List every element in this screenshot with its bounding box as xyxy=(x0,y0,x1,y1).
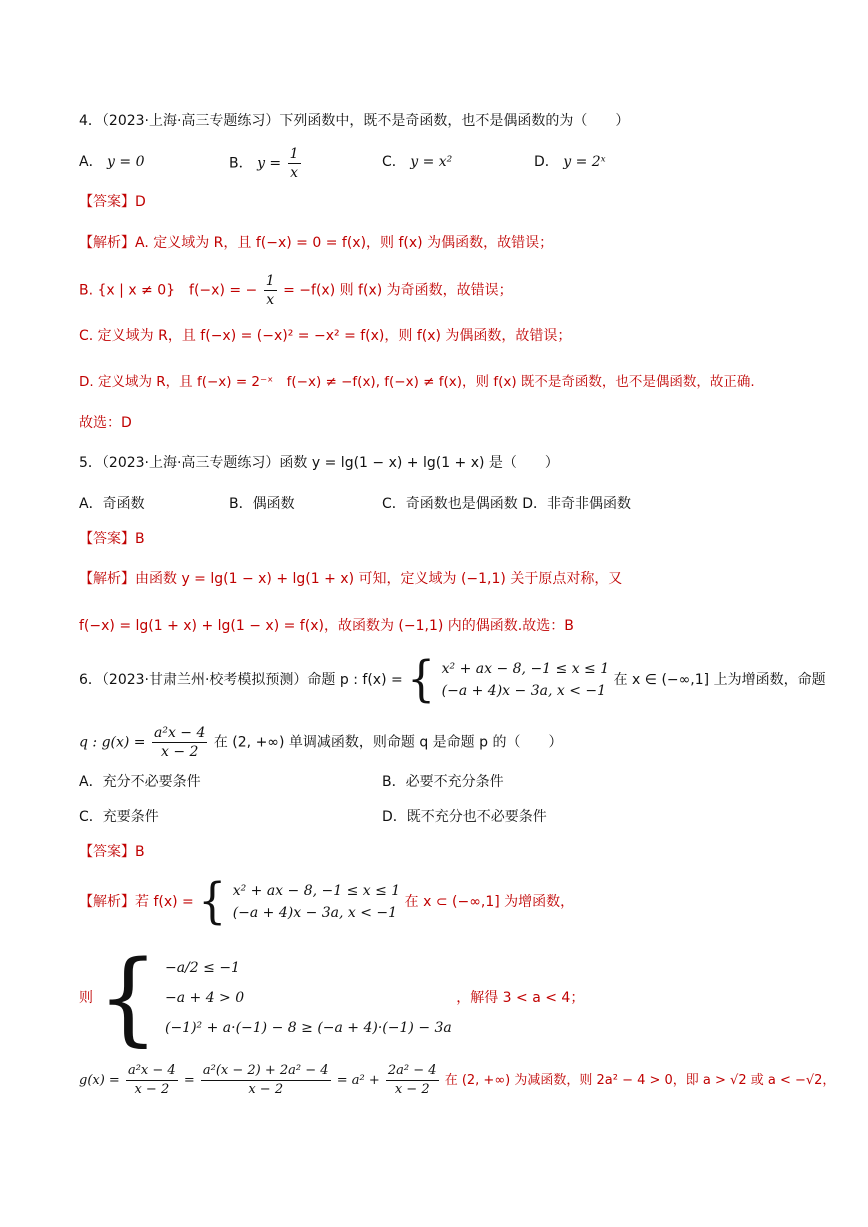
q4-analysis-a xyxy=(79,233,553,253)
q6-option-b: B．必要不充分条件 xyxy=(382,774,504,790)
q6-q-post: 在 (2, +∞) 单调减函数，则命题 q 是命题 p 的（ ） xyxy=(213,734,563,751)
answer-tag: 【答案】 xyxy=(79,194,135,210)
q4-option-b xyxy=(229,145,303,182)
answer-value: D xyxy=(135,194,146,210)
analysis-piecewise xyxy=(233,880,401,924)
q4-conclusion: 故选：D xyxy=(79,415,132,431)
fraction-denominator: x xyxy=(266,292,275,308)
answer-tag: 【答案】 xyxy=(79,531,135,547)
q4-option-d-label: D． xyxy=(534,154,559,170)
q5-option-a: A．奇函数 xyxy=(79,496,145,512)
q6-piecewise xyxy=(442,658,610,702)
q6-analysis-g xyxy=(79,1062,835,1099)
g-fraction-3 xyxy=(386,1062,439,1099)
q6-stem-q xyxy=(79,724,562,761)
q6-option-c: C．充要条件 xyxy=(79,809,159,825)
fraction-numerator: 1 xyxy=(265,273,275,289)
inequality-2: −a + 4 > 0 xyxy=(164,990,245,1006)
q4-option-c-label: C． xyxy=(382,154,406,170)
left-brace-icon: { xyxy=(198,873,227,930)
analysis-b-pre: B. {x | x ≠ 0} f(−x) = − xyxy=(79,282,258,299)
fraction-denominator: x − 2 xyxy=(394,1082,430,1097)
case-1: x² + ax − 8, −1 ≤ x ≤ 1 xyxy=(441,661,610,677)
q4-stem: 4．（2023·上海·高三专题练习）下列函数中，既不是奇函数，也不是偶函数的为（ ） xyxy=(79,113,630,129)
left-brace-icon: { xyxy=(407,651,436,708)
left-brace-icon: { xyxy=(97,939,159,1057)
answer-tag: 【答案】 xyxy=(79,844,135,860)
g-fraction-2 xyxy=(201,1062,331,1099)
q5-analysis-1 xyxy=(79,569,622,589)
analysis-text: 由函数 y = lg(1 − x) + lg(1 + x) 可知，定义域为 (−1,1) 关于原点对称，又 xyxy=(135,571,623,587)
fraction-denominator: x xyxy=(290,165,299,181)
q6-stem-post: 在 x ∈ (−∞,1] 上为增函数，命题 xyxy=(613,672,826,688)
g-pre: g(x) = xyxy=(79,1073,120,1088)
analysis-tag: 【解析】 xyxy=(79,235,135,251)
q6-q-fraction xyxy=(152,724,207,761)
inequality-1: −a/2 ≤ −1 xyxy=(164,960,240,976)
q6-analysis-1 xyxy=(79,873,575,930)
g-fraction-1 xyxy=(126,1062,178,1099)
fraction-numerator: a²x − 4 xyxy=(154,725,206,741)
q4-option-a-label: A． xyxy=(79,154,103,170)
q6-stem-pre: 6．（2023·甘肃兰州·校考模拟预测）命题 p : f(x) = xyxy=(79,672,403,688)
q5-option-b: B．偶函数 xyxy=(229,496,295,512)
analysis-tag: 【解析】 xyxy=(79,571,135,587)
q4-option-b-lhs: y = xyxy=(257,155,282,172)
q6-option-a: A．充分不必要条件 xyxy=(79,774,201,790)
fraction-denominator: x − 2 xyxy=(160,744,199,760)
q4-option-b-label: B． xyxy=(229,155,253,172)
analysis-pre: 若 f(x) = xyxy=(135,894,194,910)
q6-answer xyxy=(79,842,145,862)
system-result: ，解得 3 < a < 4； xyxy=(456,990,585,1006)
q6-option-d: D．既不充分也不必要条件 xyxy=(382,809,547,825)
q4-answer xyxy=(79,192,146,212)
fraction-denominator: x − 2 xyxy=(134,1082,170,1097)
analysis-b-post: = −f(x) 则 f(x) 为奇函数，故错误； xyxy=(283,282,513,299)
fraction-numerator: a²x − 4 xyxy=(126,1062,178,1081)
inequality-system xyxy=(165,953,452,1043)
case-2: (−a + 4)x − 3a, x < −1 xyxy=(232,905,398,921)
fraction-numerator: 2a² − 4 xyxy=(386,1062,439,1081)
q5-option-c-d: C．奇函数也是偶函数 D．非奇非偶函数 xyxy=(382,496,632,512)
g-mid: = a² + xyxy=(336,1073,380,1088)
q4-option-a-expr: y = 0 xyxy=(107,154,145,170)
q4-option-a xyxy=(79,152,144,172)
fraction-numerator: a²(x − 2) + 2a² − 4 xyxy=(201,1062,331,1081)
q4-option-d-expr: y = 2ˣ xyxy=(563,154,606,170)
answer-value: B xyxy=(135,531,145,547)
then-label: 则 xyxy=(79,990,93,1006)
q4-option-d xyxy=(534,152,606,172)
q4-option-c-expr: y = x² xyxy=(410,154,453,170)
q5-stem: 5．（2023·上海·高三专题练习）函数 y = lg(1 − x) + lg(1 + x) 是（ ） xyxy=(79,455,559,471)
inequality-3: (−1)² + a·(−1) − 8 ≥ (−a + 4)·(−1) − 3a xyxy=(164,1020,452,1036)
q5-answer xyxy=(79,529,145,549)
q5-analysis-2: f(−x) = lg(1 + x) + lg(1 − x) = f(x)，故函数为 (−1,1) 内的偶函数.故选：B xyxy=(79,618,574,634)
q4-analysis-b xyxy=(79,272,513,309)
analysis-tag: 【解析】 xyxy=(79,894,135,910)
q6-stem xyxy=(79,651,826,708)
analysis-b-fraction xyxy=(264,272,277,309)
analysis-post: 在 x ⊂ (−∞,1] 为增函数， xyxy=(404,894,575,910)
g-equals: = xyxy=(183,1073,195,1088)
q4-analysis-d: D. 定义域为 R，且 f(−x) = 2⁻ˣ f(−x) ≠ −f(x), f(−x) ≠ f(x)，则 f(x) 既不是奇函数，也不是偶函数，故正确. xyxy=(79,374,755,390)
fraction-numerator: 1 xyxy=(289,146,299,162)
g-post: 在 (2, +∞) 为减函数，则 2a² − 4 > 0，即 a > √2 或 a < −√2， xyxy=(444,1073,836,1088)
q4-option-b-fraction xyxy=(288,145,301,182)
case-1: x² + ax − 8, −1 ≤ x ≤ 1 xyxy=(232,883,401,899)
q4-analysis-c: C. 定义域为 R，且 f(−x) = (−x)² = −x² = f(x)，则 f(x) 为偶函数，故错误； xyxy=(79,328,572,344)
analysis-text: A. 定义域为 R，且 f(−x) = 0 = f(x)，则 f(x) 为偶函数，故错误； xyxy=(135,235,554,251)
q6-q-pre: q : g(x) = xyxy=(79,734,146,751)
answer-value: B xyxy=(135,844,145,860)
q4-option-c xyxy=(382,152,452,172)
q6-analysis-system xyxy=(79,939,585,1057)
case-2: (−a + 4)x − 3a, x < −1 xyxy=(441,683,607,699)
fraction-denominator: x − 2 xyxy=(248,1082,284,1097)
